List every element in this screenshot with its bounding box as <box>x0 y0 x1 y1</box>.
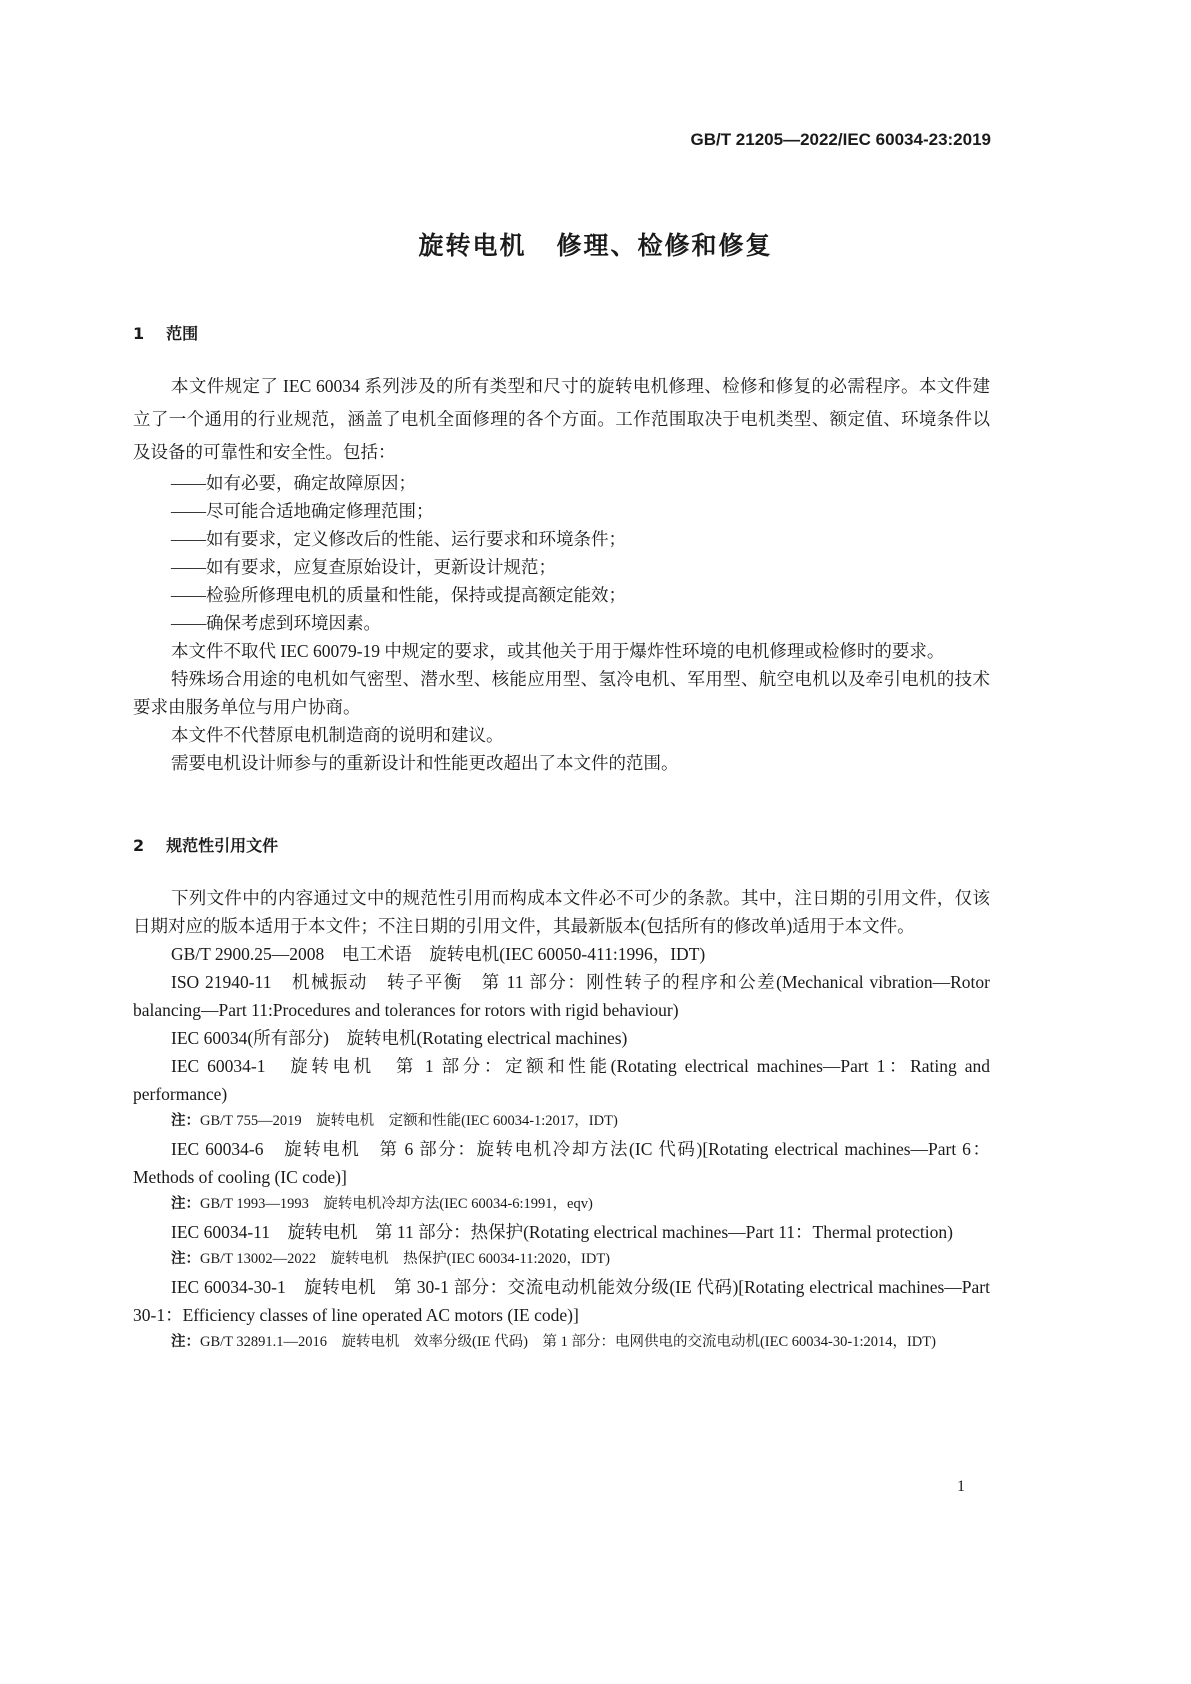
section-heading-normative-references <box>133 833 278 856</box>
note-text: GB/T 13002—2022 旋转电机 热保护(IEC 60034-11:2020，IDT) <box>200 1251 611 1267</box>
title-part: 修理、检修和修复 <box>556 231 773 260</box>
paragraph: 特殊场合用途的电机如气密型、潜水型、核能应用型、氢冷电机、军用型、航空电机以及牵引电机的技术要求由服务单位与用户协商。 <box>133 669 990 717</box>
list-item: ——检验所修理电机的质量和性能，保持或提高额定能效； <box>171 585 626 605</box>
reference-item: IEC 60034-30-1 旋转电机 第 30-1 部分：交流电动机能效分级(IE 代码)[Rotating electrical machines—Part 30-1：Efficiency classes of line operated AC motors (IE code)] <box>133 1277 990 1325</box>
page-title <box>0 226 1191 262</box>
section-references-body <box>133 884 990 1356</box>
paragraph: 本文件不代替原电机制造商的说明和建议。 <box>171 725 504 745</box>
reference-item: ISO 21940-11 机械振动 转子平衡 第 11 部分：刚性转子的程序和公差(Mechanical vibration—Rotor balancing—Part 11:Procedures and tolerances for rotors with rigid behaviour) <box>133 972 990 1020</box>
paragraph: 本文件不取代 IEC 60079-19 中规定的要求，或其他关于用于爆炸性环境的电机修理或检修时的要求。 <box>171 641 945 661</box>
reference-note <box>133 1191 990 1218</box>
list-item: ——如有必要，确定故障原因； <box>171 473 416 493</box>
section-number: 1 <box>133 324 145 343</box>
section-scope-body <box>133 370 990 777</box>
reference-item: GB/T 2900.25—2008 电工术语 旋转电机(IEC 60050-411:1996，IDT) <box>171 944 706 964</box>
note-label: 注： <box>171 1113 200 1129</box>
reference-item: IEC 60034-11 旋转电机 第 11 部分：热保护(Rotating electrical machines—Part 11：Thermal protection) <box>171 1222 953 1242</box>
reference-note <box>133 1246 990 1273</box>
note-text: GB/T 755—2019 旋转电机 定额和性能(IEC 60034-1:2017，IDT) <box>200 1113 618 1129</box>
note-text: GB/T 1993—1993 旋转电机冷却方法(IEC 60034-6:1991，eqv) <box>200 1196 593 1212</box>
list-item: ——如有要求，应复查原始设计，更新设计规范； <box>171 557 556 577</box>
note-label: 注： <box>171 1251 200 1267</box>
reference-note <box>133 1108 990 1135</box>
reference-item: IEC 60034(所有部分) 旋转电机(Rotating electrical machines) <box>171 1028 628 1048</box>
list-item: ——确保考虑到环境因素。 <box>171 613 381 633</box>
document-header: GB/T 21205—2022/IEC 60034-23:2019 <box>690 130 991 149</box>
reference-item: IEC 60034-6 旋转电机 第 6 部分：旋转电机冷却方法(IC 代码)[Rotating electrical machines—Part 6：Methods of cooling (IC code)] <box>133 1139 990 1187</box>
page-number: 1 <box>957 1478 965 1495</box>
section-title: 范围 <box>166 324 199 343</box>
section-number: 2 <box>133 836 145 855</box>
section-heading-scope <box>133 321 198 344</box>
paragraph: 需要电机设计师参与的重新设计和性能更改超出了本文件的范围。 <box>171 753 679 773</box>
note-text: GB/T 32891.1—2016 旋转电机 效率分级(IE 代码) 第 1 部分：电网供电的交流电动机(IEC 60034-30-1:2014，IDT) <box>200 1334 936 1350</box>
list-item: ——如有要求，定义修改后的性能、运行要求和环境条件； <box>171 529 626 549</box>
list-item: ——尽可能合适地确定修理范围； <box>171 501 434 521</box>
note-label: 注： <box>171 1334 200 1350</box>
paragraph: 下列文件中的内容通过文中的规范性引用而构成本文件必不可少的条款。其中，注日期的引用文件，仅该日期对应的版本适用于本文件；不注日期的引用文件，其最新版本(包括所有的修改单)适用于本文件。 <box>133 888 990 936</box>
note-label: 注： <box>171 1196 200 1212</box>
paragraph: 本文件规定了 IEC 60034 系列涉及的所有类型和尺寸的旋转电机修理、检修和修复的必需程序。本文件建立了一个通用的行业规范，涵盖了电机全面修理的各个方面。工作范围取决于电机类型、额定值、环境条件以及设备的可靠性和安全性。包括： <box>133 376 990 462</box>
reference-item: IEC 60034-1 旋转电机 第 1 部分：定额和性能(Rotating electrical machines—Part 1：Rating and performance) <box>133 1056 990 1104</box>
reference-note <box>133 1329 990 1356</box>
section-title: 规范性引用文件 <box>166 836 279 855</box>
title-part: 旋转电机 <box>418 231 527 260</box>
